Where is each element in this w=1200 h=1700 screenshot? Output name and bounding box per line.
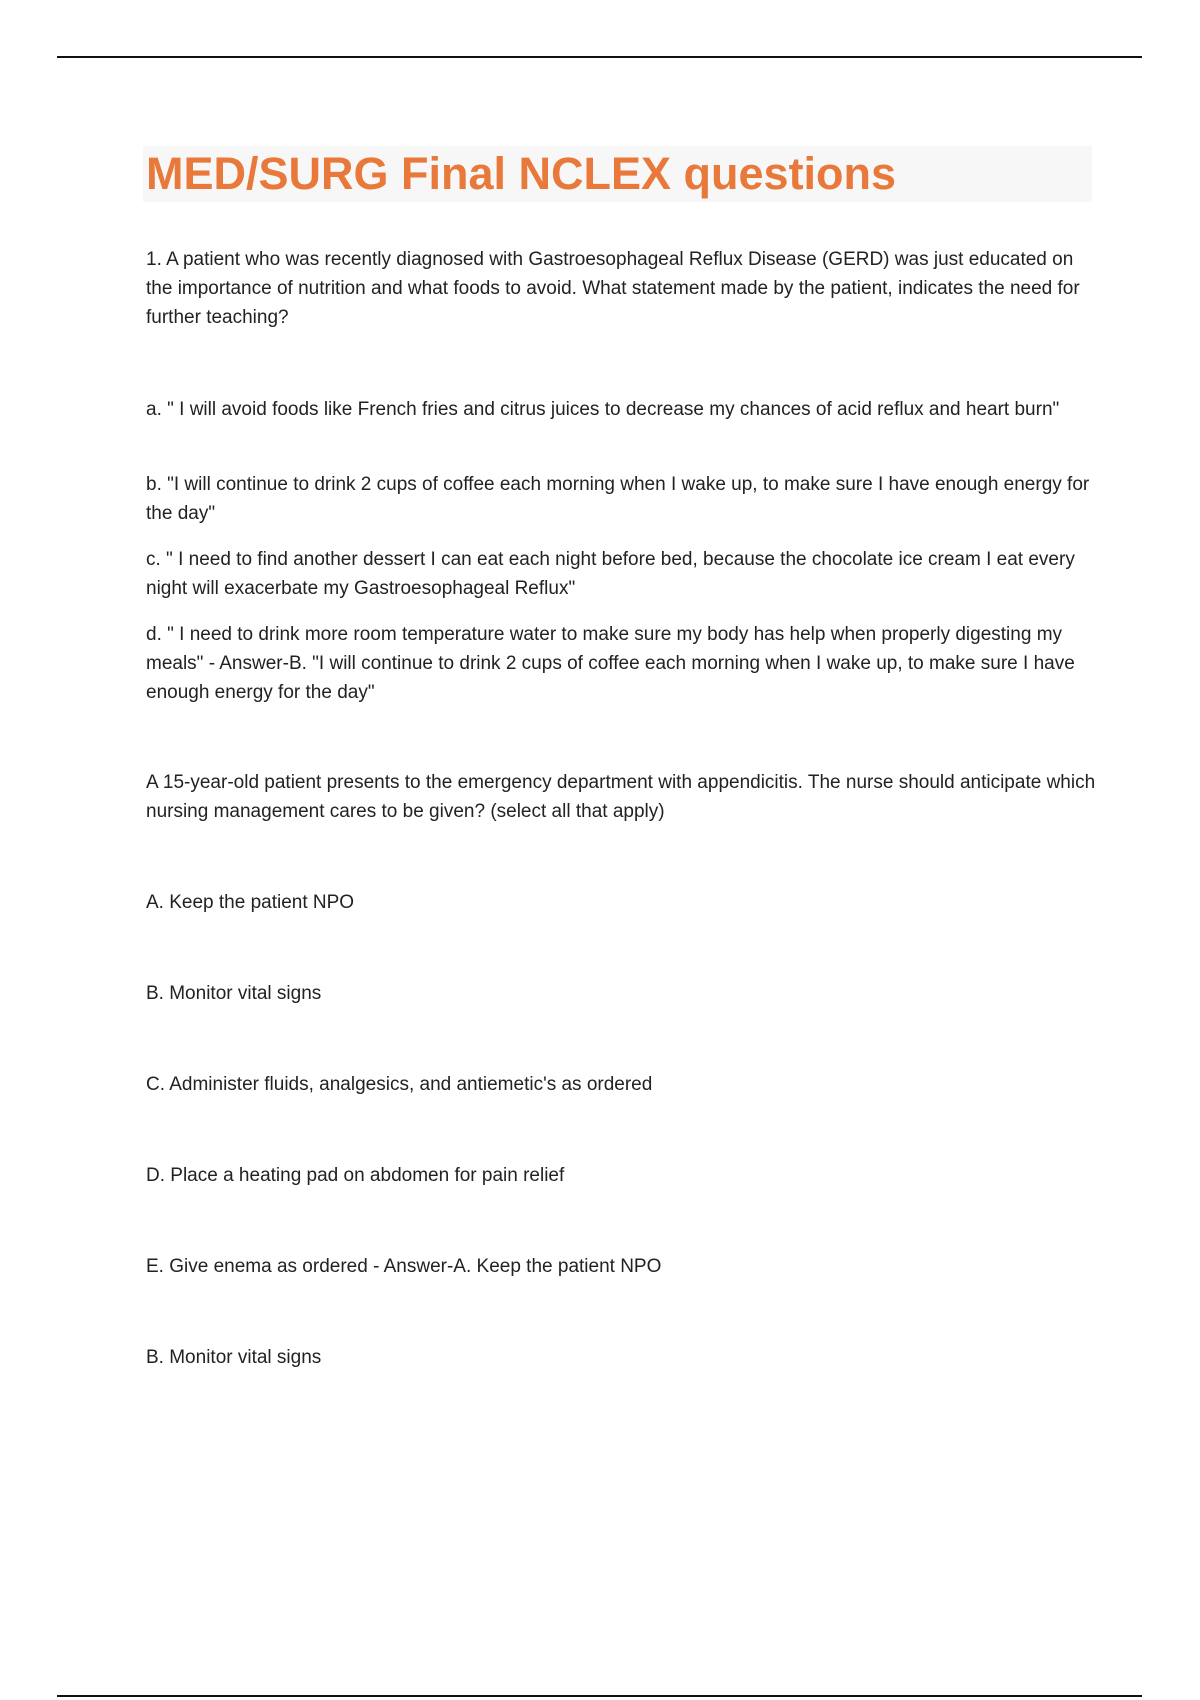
question-1-option-a: a. " I will avoid foods like French fries and citrus juices to decrease my chances of acid reflux and heart burn" xyxy=(146,399,1060,420)
question-2-option-a: A. Keep the patient NPO xyxy=(146,892,355,913)
top-rule xyxy=(57,56,1142,58)
question-1-stem: 1. A patient who was recently diagnosed with Gastroesophageal Reflux Disease (GERD) was just educated on the importance of nutrition and what foods to avoid. What statement made by the patient, indicates the need for further teaching? xyxy=(146,249,1080,328)
question-2-option-b: B. Monitor vital signs xyxy=(146,983,322,1004)
question-1-option-c: c. " I need to find another dessert I can eat each night before bed, because the chocolate ice cream I eat every night will exacerbate my Gastroesophageal Reflux" xyxy=(146,549,1075,599)
page-title: MED/SURG Final NCLEX questions xyxy=(146,148,897,199)
question-2-option-d: D. Place a heating pad on abdomen for pain relief xyxy=(146,1165,565,1186)
question-2-answer-continued: B. Monitor vital signs xyxy=(146,1347,322,1368)
question-2-option-e-answer: E. Give enema as ordered - Answer-A. Keep the patient NPO xyxy=(146,1256,662,1277)
question-2-option-c: C. Administer fluids, analgesics, and antiemetic's as ordered xyxy=(146,1074,653,1095)
question-1-option-d-answer: d. " I need to drink more room temperature water to make sure my body has help when properly digesting my meals" - Answer-B. "I will continue to drink 2 cups of coffee each morning when I wake up, to make sure I have enough energy for the day" xyxy=(146,624,1075,703)
question-2-stem: A 15-year-old patient presents to the emergency department with appendicitis. The nurse should anticipate which nursing management cares to be given? (select all that apply) xyxy=(146,772,1096,822)
bottom-rule xyxy=(57,1695,1142,1697)
question-1-option-b: b. "I will continue to drink 2 cups of coffee each morning when I wake up, to make sure I have enough energy for the day" xyxy=(146,474,1090,524)
